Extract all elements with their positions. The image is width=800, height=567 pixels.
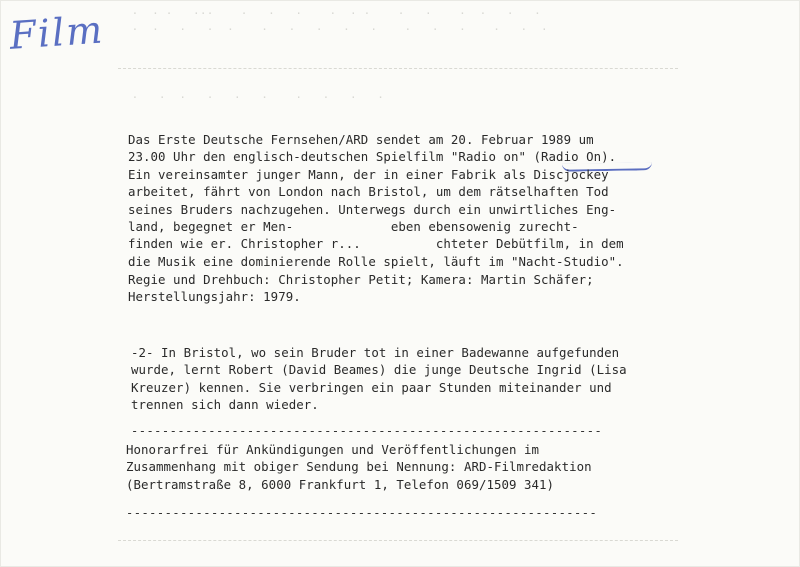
bleed-through-rule — [118, 68, 678, 69]
credits-paragraph — [128, 271, 594, 306]
text-line: arbeitet, fährt von London nach Bristol, um dem rätselhaften Tod — [128, 184, 609, 200]
text-line: wurde, lernt Robert (David Beames) die junge Deutsche Ingrid (Lisa — [131, 362, 627, 378]
text-line: trennen sich dann wieder. — [131, 397, 319, 413]
bleed-through-rule — [118, 540, 678, 541]
text-line: Herstellungsjahr: 1979. — [128, 289, 301, 305]
bleed-through-text: . . . . . . . . . . — [118, 88, 385, 101]
text-line: Ein vereinsamter junger Mann, der in einer Fabrik als Discjockey — [128, 166, 609, 182]
text-line: 23.00 Uhr den englisch-deutschen Spielfilm "Radio on" (Radio On). — [128, 149, 617, 165]
text-line: seines Bruders nachzugehen. Unterwegs durch ein unwirtliches Eng- — [128, 201, 617, 217]
text-line: Honorarfrei für Ankündigungen und Veröffentlichungen im — [126, 442, 540, 457]
text-line: Das Erste Deutsche Fernsehen/ARD sendet am 20. Februar 1989 um — [128, 132, 594, 147]
dashed-divider: ------------------------------------------------------------- — [126, 506, 598, 520]
text-line: Regie und Drehbuch: Christopher Petit; Kamera: Martin Schäfer; — [128, 272, 594, 287]
footer-notice — [126, 441, 592, 493]
text-line: Zusammenhang mit obiger Sendung bei Nennung: ARD-Filmredaktion — [126, 459, 592, 475]
text-line: -2- In Bristol, wo sein Bruder tot in einer Badewanne aufgefunden — [131, 345, 620, 360]
text-line: Kreuzer) kennen. Sie verbringen ein paar Stunden miteinander und — [131, 379, 612, 395]
text-line: (Bertramstraße 8, 6000 Frankfurt 1, Telefon 069/1509 341) — [126, 476, 555, 492]
episode-paragraph — [131, 344, 627, 414]
main-paragraph — [128, 131, 624, 270]
bleed-through-text: . . . . . . . . . . . . . . . . — [118, 20, 548, 33]
text-line: die Musik eine dominierende Rolle spielt, läuft im "Nacht-Studio". — [128, 253, 624, 269]
dashed-divider: ------------------------------------------------------------- — [131, 424, 603, 438]
text-line: finden wie er. Christopher r... chteter Debütfilm, in dem — [128, 236, 624, 252]
text-line: land, begegnet er Men- eben ebensowenig zurecht- — [128, 219, 579, 235]
handwritten-note: Film — [8, 7, 106, 58]
bleed-through-text: . . . ... . . . . . . . . . . . . — [118, 4, 541, 17]
